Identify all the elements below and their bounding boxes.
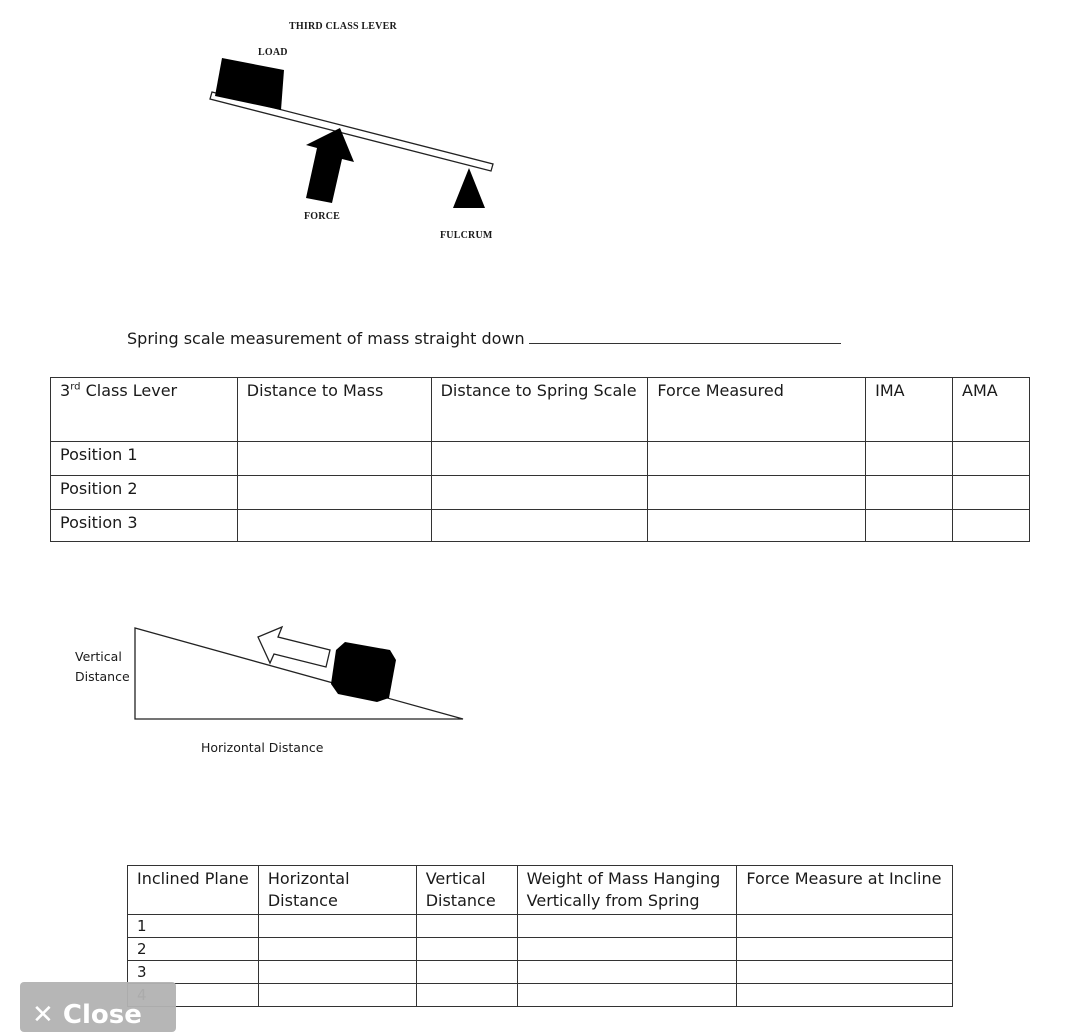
table-cell[interactable] bbox=[237, 510, 431, 542]
lever-table bbox=[50, 377, 1030, 542]
table-cell[interactable] bbox=[737, 915, 953, 938]
table-row bbox=[51, 442, 1030, 476]
table-cell[interactable] bbox=[258, 915, 416, 938]
lever-title: THIRD CLASS LEVER bbox=[289, 21, 397, 32]
table-cell[interactable] bbox=[258, 938, 416, 961]
table-cell[interactable] bbox=[737, 984, 953, 1007]
load-label: LOAD bbox=[258, 47, 288, 58]
table-row bbox=[128, 984, 953, 1007]
table-cell[interactable] bbox=[648, 442, 866, 476]
header-ima: IMA bbox=[866, 378, 953, 442]
row-label: 3 bbox=[128, 961, 259, 984]
lever-diagram bbox=[0, 0, 1080, 260]
table-row bbox=[51, 510, 1030, 542]
header-weight-of-mass: Weight of Mass Hanging Vertically from Spring bbox=[517, 866, 737, 915]
table-cell[interactable] bbox=[953, 510, 1030, 542]
fulcrum-triangle bbox=[453, 168, 485, 208]
table-cell[interactable] bbox=[866, 510, 953, 542]
row-label: Position 1 bbox=[51, 442, 238, 476]
table-cell[interactable] bbox=[416, 938, 517, 961]
table-row bbox=[128, 961, 953, 984]
header-horizontal-distance: Horizontal Distance bbox=[258, 866, 416, 915]
table-cell[interactable] bbox=[431, 476, 648, 510]
row-label: Position 3 bbox=[51, 510, 238, 542]
row-label: 2 bbox=[128, 938, 259, 961]
force-label: FORCE bbox=[304, 211, 340, 222]
table-cell[interactable] bbox=[237, 442, 431, 476]
incline-table bbox=[127, 865, 953, 1007]
header-class-lever: 3rd Class Lever bbox=[51, 378, 238, 442]
table-row bbox=[128, 938, 953, 961]
close-button[interactable] bbox=[20, 982, 176, 1032]
close-icon: ✕ bbox=[32, 1000, 54, 1030]
table-cell[interactable] bbox=[648, 510, 866, 542]
table-cell[interactable] bbox=[416, 984, 517, 1007]
table-row bbox=[128, 915, 953, 938]
incline-arrow bbox=[258, 627, 330, 667]
incline-block bbox=[331, 642, 396, 702]
table-cell[interactable] bbox=[953, 442, 1030, 476]
vertical-distance-label-2: Distance bbox=[75, 669, 130, 684]
table-cell[interactable] bbox=[737, 961, 953, 984]
header-distance-to-spring-scale: Distance to Spring Scale bbox=[431, 378, 648, 442]
table-cell[interactable] bbox=[737, 938, 953, 961]
table-row bbox=[51, 476, 1030, 510]
table-cell[interactable] bbox=[431, 510, 648, 542]
table-cell[interactable] bbox=[416, 961, 517, 984]
table-cell[interactable] bbox=[517, 938, 737, 961]
table-cell[interactable] bbox=[258, 984, 416, 1007]
table-cell[interactable] bbox=[953, 476, 1030, 510]
answer-blank bbox=[529, 328, 841, 344]
table-cell[interactable] bbox=[866, 442, 953, 476]
header-inclined-plane: Inclined Plane bbox=[128, 866, 259, 915]
close-button-label: Close bbox=[62, 1000, 142, 1030]
table-cell[interactable] bbox=[416, 915, 517, 938]
header-ama: AMA bbox=[953, 378, 1030, 442]
table-cell[interactable] bbox=[517, 915, 737, 938]
header-distance-to-mass: Distance to Mass bbox=[237, 378, 431, 442]
fulcrum-label: FULCRUM bbox=[440, 230, 493, 241]
force-arrow bbox=[306, 128, 354, 203]
horizontal-distance-label: Horizontal Distance bbox=[201, 740, 324, 755]
table-cell[interactable] bbox=[517, 984, 737, 1007]
table-cell[interactable] bbox=[517, 961, 737, 984]
table-cell[interactable] bbox=[258, 961, 416, 984]
row-label: Position 2 bbox=[51, 476, 238, 510]
spring-scale-prompt: Spring scale measurement of mass straight down bbox=[127, 329, 525, 348]
header-force-measured: Force Measured bbox=[648, 378, 866, 442]
header-vertical-distance: Vertical Distance bbox=[416, 866, 517, 915]
table-cell[interactable] bbox=[431, 442, 648, 476]
table-cell[interactable] bbox=[237, 476, 431, 510]
row-label: 1 bbox=[128, 915, 259, 938]
table-cell[interactable] bbox=[866, 476, 953, 510]
header-force-at-incline: Force Measure at Incline bbox=[737, 866, 953, 915]
incline-triangle bbox=[135, 628, 463, 719]
vertical-distance-label-1: Vertical bbox=[75, 649, 122, 664]
table-cell[interactable] bbox=[648, 476, 866, 510]
spring-scale-prompt-line bbox=[127, 328, 841, 348]
